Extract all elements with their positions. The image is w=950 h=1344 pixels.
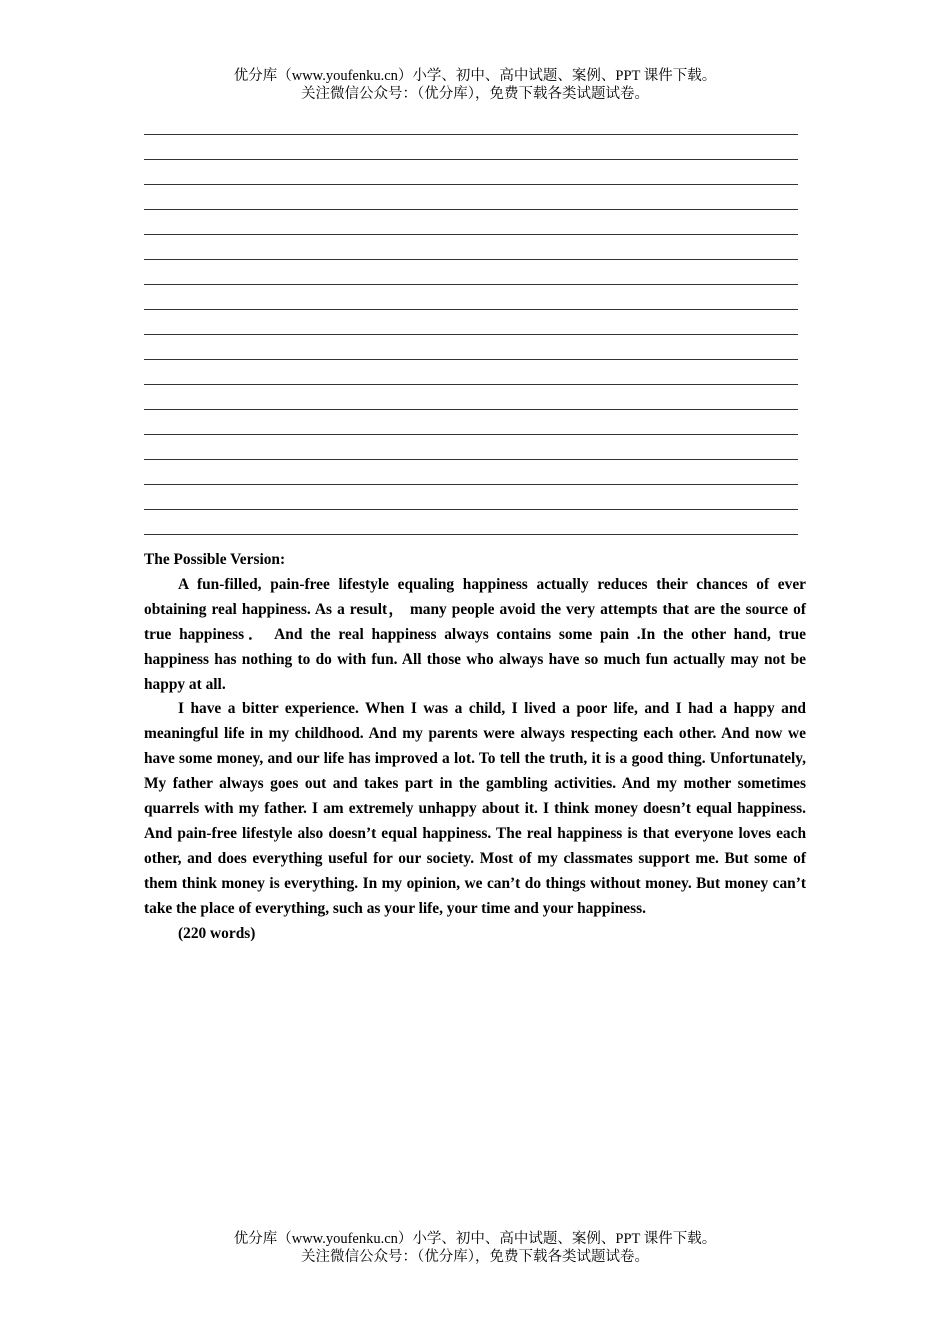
answer-line [144, 471, 798, 496]
answer-line [144, 221, 798, 246]
header-line-2: 关注微信公众号：（优分库），免费下载各类试题试卷。 [301, 86, 649, 102]
page-footer [0, 1230, 950, 1266]
answer-line [144, 196, 798, 221]
answer-line [144, 321, 798, 346]
answer-line [144, 346, 798, 371]
page-header [0, 67, 950, 103]
answer-line [144, 446, 798, 471]
answer-line [144, 271, 798, 296]
answer-line [144, 371, 798, 396]
answer-line [144, 246, 798, 271]
answer-line [144, 496, 798, 521]
answer-line [144, 396, 798, 421]
version-paragraph-1: A fun-filled, pain-free lifestyle equaling happiness actually reduces their chances of ever obtaining real happiness. As a result， many people avoid the very attempts that are the source of true happiness． And the real happiness always contains some pain .In the other hand, true happiness has nothing to do with fun. All those who always have so much fun actually may not be happy at all. [144, 575, 806, 693]
answer-line [144, 521, 798, 546]
version-paragraph-2: I have a bitter experience. When I was a child, I lived a poor life, and I had a happy and meaningful life in my childhood. And my parents were always respecting each other. And now we have some money, and our life has improved a lot. To tell the truth, it is a good thing. Unfortunately, My father always goes out and takes part in the gambling activities. And my mother sometimes quarrels with my father. I am extremely unhappy about it. I think money doesn’t equal happiness. And pain-free lifestyle also doesn’t equal happiness. The real happiness is that everyone loves each other, and does everything useful for our society. Most of my classmates support me. But some of them think money is everything. In my opinion, we can’t do things without money. But money can’t take the place of everything, such as your life, your time and your happiness. [144, 700, 806, 917]
header-line-1: 优分库（www.youfenku.cn）小学、初中、高中试题、案例、PPT 课件下载。 [233, 68, 717, 84]
answer-line [144, 121, 798, 146]
answer-line [144, 296, 798, 321]
word-count: (220 words) [178, 924, 256, 942]
answer-line [144, 146, 798, 171]
version-title: The Possible Version: [144, 551, 286, 568]
answer-line [144, 421, 798, 446]
answer-line [144, 171, 798, 196]
possible-version [144, 548, 806, 947]
footer-line-1: 优分库（www.youfenku.cn）小学、初中、高中试题、案例、PPT 课件下载。 [233, 1231, 717, 1247]
answer-lines [144, 121, 798, 546]
footer-line-2: 关注微信公众号：（优分库），免费下载各类试题试卷。 [301, 1249, 649, 1265]
